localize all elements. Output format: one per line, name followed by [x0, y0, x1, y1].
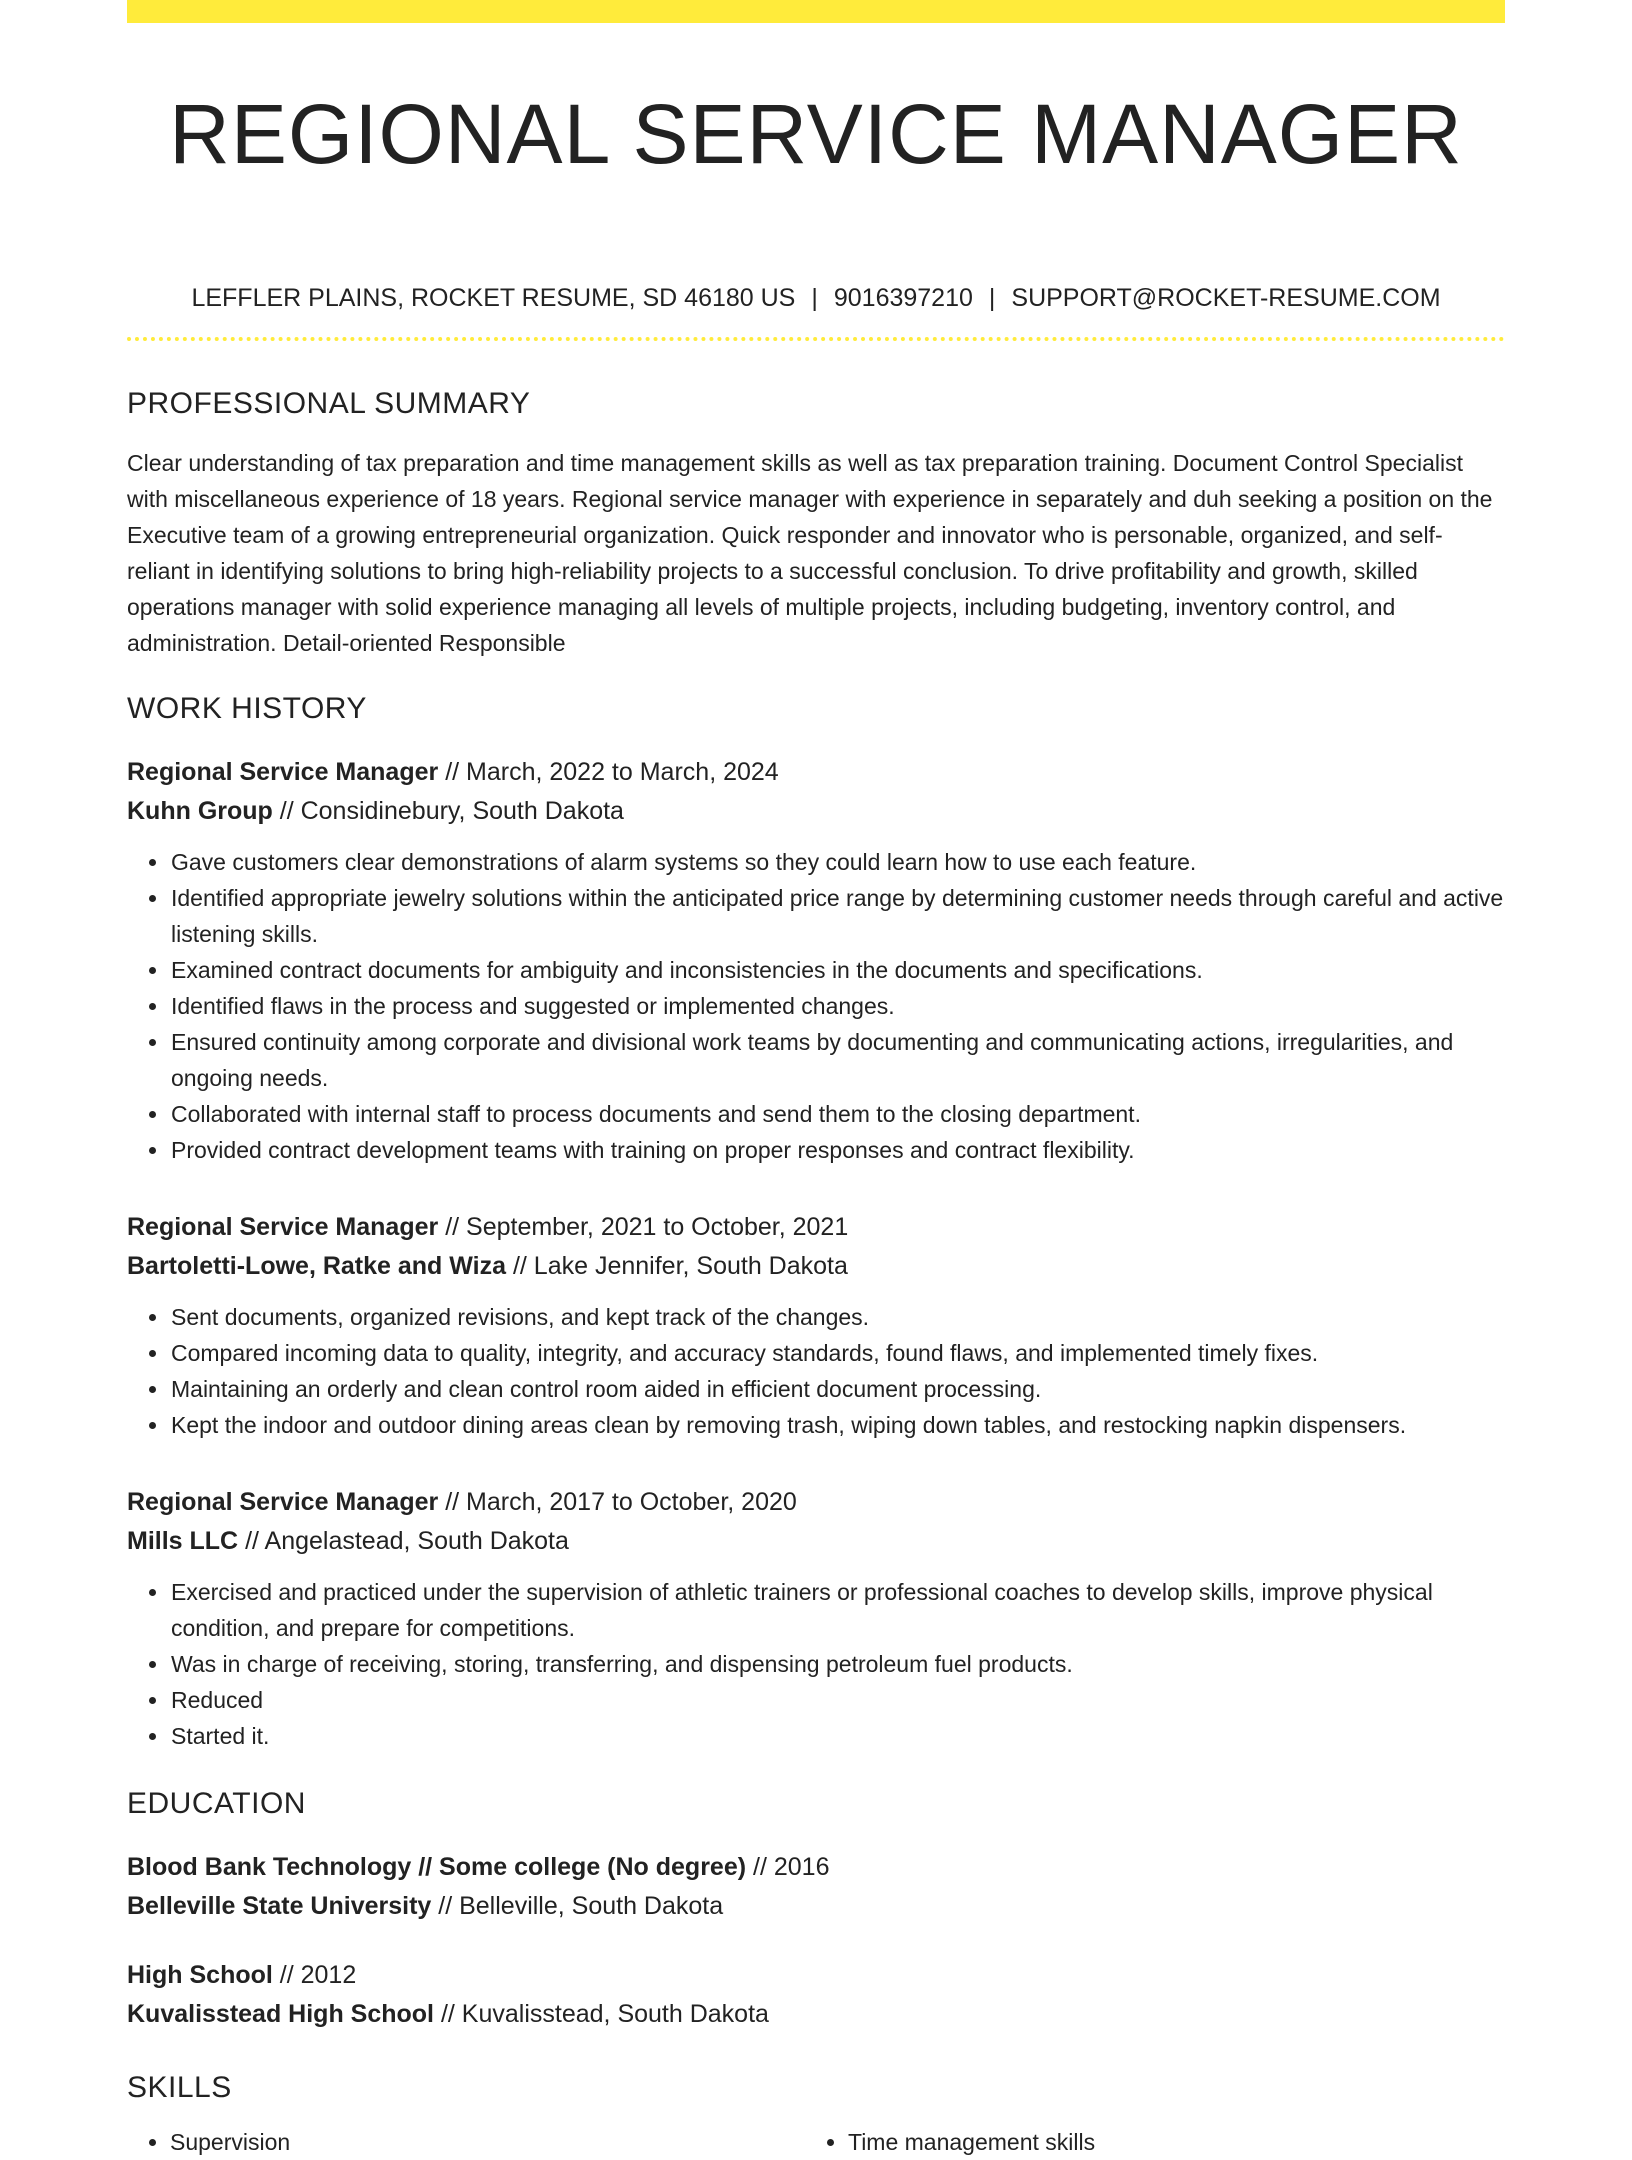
contact-separator: |	[811, 284, 818, 312]
resume-title: REGIONAL SERVICE MANAGER	[169, 87, 1463, 181]
skills-heading: SKILLS	[127, 2071, 232, 2104]
job-bullet: • Sent documents, organized revisions, and kept track of the changes.	[170, 1299, 1505, 1335]
job-bullets	[127, 1574, 1505, 1754]
education-degree-line	[127, 1848, 1505, 1887]
job-role-line	[127, 1483, 1505, 1522]
job-bullet: • Identified flaws in the process and suggested or implemented changes.	[170, 988, 1505, 1024]
skill-item: • Supervision	[170, 2124, 805, 2160]
job-bullet: • Maintaining an orderly and clean control room aided in efficient document processing.	[170, 1371, 1505, 1407]
summary-heading: PROFESSIONAL SUMMARY	[127, 387, 531, 420]
job-bullet: • Exercised and practiced under the supervision of athletic trainers or professional coaches to develop skills, improve physical condition, and prepare for competitions.	[170, 1574, 1505, 1646]
education-degree: Blood Bank Technology // Some college (No degree)	[127, 1853, 747, 1881]
job-dates: // March, 2022 to March, 2024	[445, 758, 779, 786]
job-location: // Angelastead, South Dakota	[245, 1527, 569, 1555]
education-year: // 2016	[753, 1853, 830, 1881]
job-bullet: • Was in charge of receiving, storing, transferring, and dispensing petroleum fuel products.	[170, 1646, 1505, 1682]
job-bullet: • Collaborated with internal staff to process documents and send them to the closing department.	[170, 1096, 1505, 1132]
skills-column-right	[805, 2124, 1483, 2160]
job-role: Regional Service Manager	[127, 1213, 439, 1241]
skills-grid	[127, 2124, 1505, 2160]
job-location: // Considinebury, South Dakota	[279, 797, 624, 825]
job-bullet: • Ensured continuity among corporate and divisional work teams by documenting and communicating actions, irregularities, and ongoing needs.	[170, 1024, 1505, 1096]
education-degree: High School	[127, 1961, 273, 1989]
job-dates: // March, 2017 to October, 2020	[445, 1488, 797, 1516]
education-school-line	[127, 1887, 1505, 1926]
job-bullet: • Gave customers clear demonstrations of alarm systems so they could learn how to use each feature.	[170, 844, 1505, 880]
education-school: Belleville State University	[127, 1892, 432, 1920]
job-entry	[127, 1208, 1505, 1443]
skill-item: • Time management skills	[848, 2124, 1483, 2160]
job-bullets	[127, 844, 1505, 1168]
education-entry	[127, 1956, 1505, 2034]
education-degree-line	[127, 1956, 1505, 1995]
job-bullet: • Identified appropriate jewelry solutions within the anticipated price range by determining customer needs through careful and active listening skills.	[170, 880, 1505, 952]
contact-address: LEFFLER PLAINS, ROCKET RESUME, SD 46180 US	[191, 284, 796, 312]
work-history-heading: WORK HISTORY	[127, 692, 367, 725]
job-role-line	[127, 753, 1505, 792]
contact-phone: 9016397210	[833, 284, 973, 312]
job-company-line	[127, 792, 1505, 831]
header-divider	[127, 337, 1505, 341]
job-entry	[127, 1483, 1505, 1754]
job-company: Bartoletti-Lowe, Ratke and Wiza	[127, 1252, 506, 1280]
job-role: Regional Service Manager	[127, 758, 439, 786]
job-dates: // September, 2021 to October, 2021	[445, 1213, 849, 1241]
accent-top-bar	[127, 0, 1505, 23]
job-role-line	[127, 1208, 1505, 1247]
job-entry	[127, 753, 1505, 1168]
job-company: Mills LLC	[127, 1527, 239, 1555]
job-role: Regional Service Manager	[127, 1488, 439, 1516]
job-bullet: • Provided contract development teams with training on proper responses and contract flexibility.	[170, 1132, 1505, 1168]
education-entry	[127, 1848, 1505, 1926]
job-bullet: • Examined contract documents for ambiguity and inconsistencies in the documents and specifications.	[170, 952, 1505, 988]
job-bullets	[127, 1299, 1505, 1443]
job-company-line	[127, 1522, 1505, 1561]
job-bullet: • Started it.	[170, 1718, 1505, 1754]
job-company: Kuhn Group	[127, 797, 273, 825]
education-heading: EDUCATION	[127, 1787, 306, 1820]
contact-separator: |	[988, 284, 996, 312]
education-location: // Belleville, South Dakota	[438, 1892, 724, 1920]
education-location: // Kuvalisstead, South Dakota	[440, 2000, 769, 2028]
education-year: // 2012	[279, 1961, 357, 1989]
skills-column-left	[127, 2124, 805, 2160]
job-bullet: • Reduced	[170, 1682, 1505, 1718]
contact-line	[127, 283, 1505, 313]
job-location: // Lake Jennifer, South Dakota	[512, 1252, 848, 1280]
job-bullet: • Kept the indoor and outdoor dining areas clean by removing trash, wiping down tables, and restocking napkin dispensers.	[170, 1407, 1505, 1443]
summary-text: Clear understanding of tax preparation and time management skills as well as tax preparation training. Document Control Specialist with miscellaneous experience of 18 years. Regional service manager with experience in separately and duh seeking a position on the Executive team of a growing entrepreneurial organization. Quick responder and innovator who is personable, organized, and self-reliant in identifying solutions to bring high-reliability projects to a successful conclusion. To drive profitability and growth, skilled operations manager with solid experience managing all levels of multiple projects, including budgeting, inventory control, and administration. Detail-oriented Responsible	[127, 450, 1493, 656]
contact-email: SUPPORT@ROCKET-RESUME.COM	[1011, 284, 1441, 312]
education-school: Kuvalisstead High School	[127, 2000, 435, 2028]
job-company-line	[127, 1247, 1505, 1286]
resume-content	[127, 0, 1505, 2160]
education-school-line	[127, 1995, 1505, 2034]
job-bullet: • Compared incoming data to quality, integrity, and accuracy standards, found flaws, and implemented timely fixes.	[170, 1335, 1505, 1371]
